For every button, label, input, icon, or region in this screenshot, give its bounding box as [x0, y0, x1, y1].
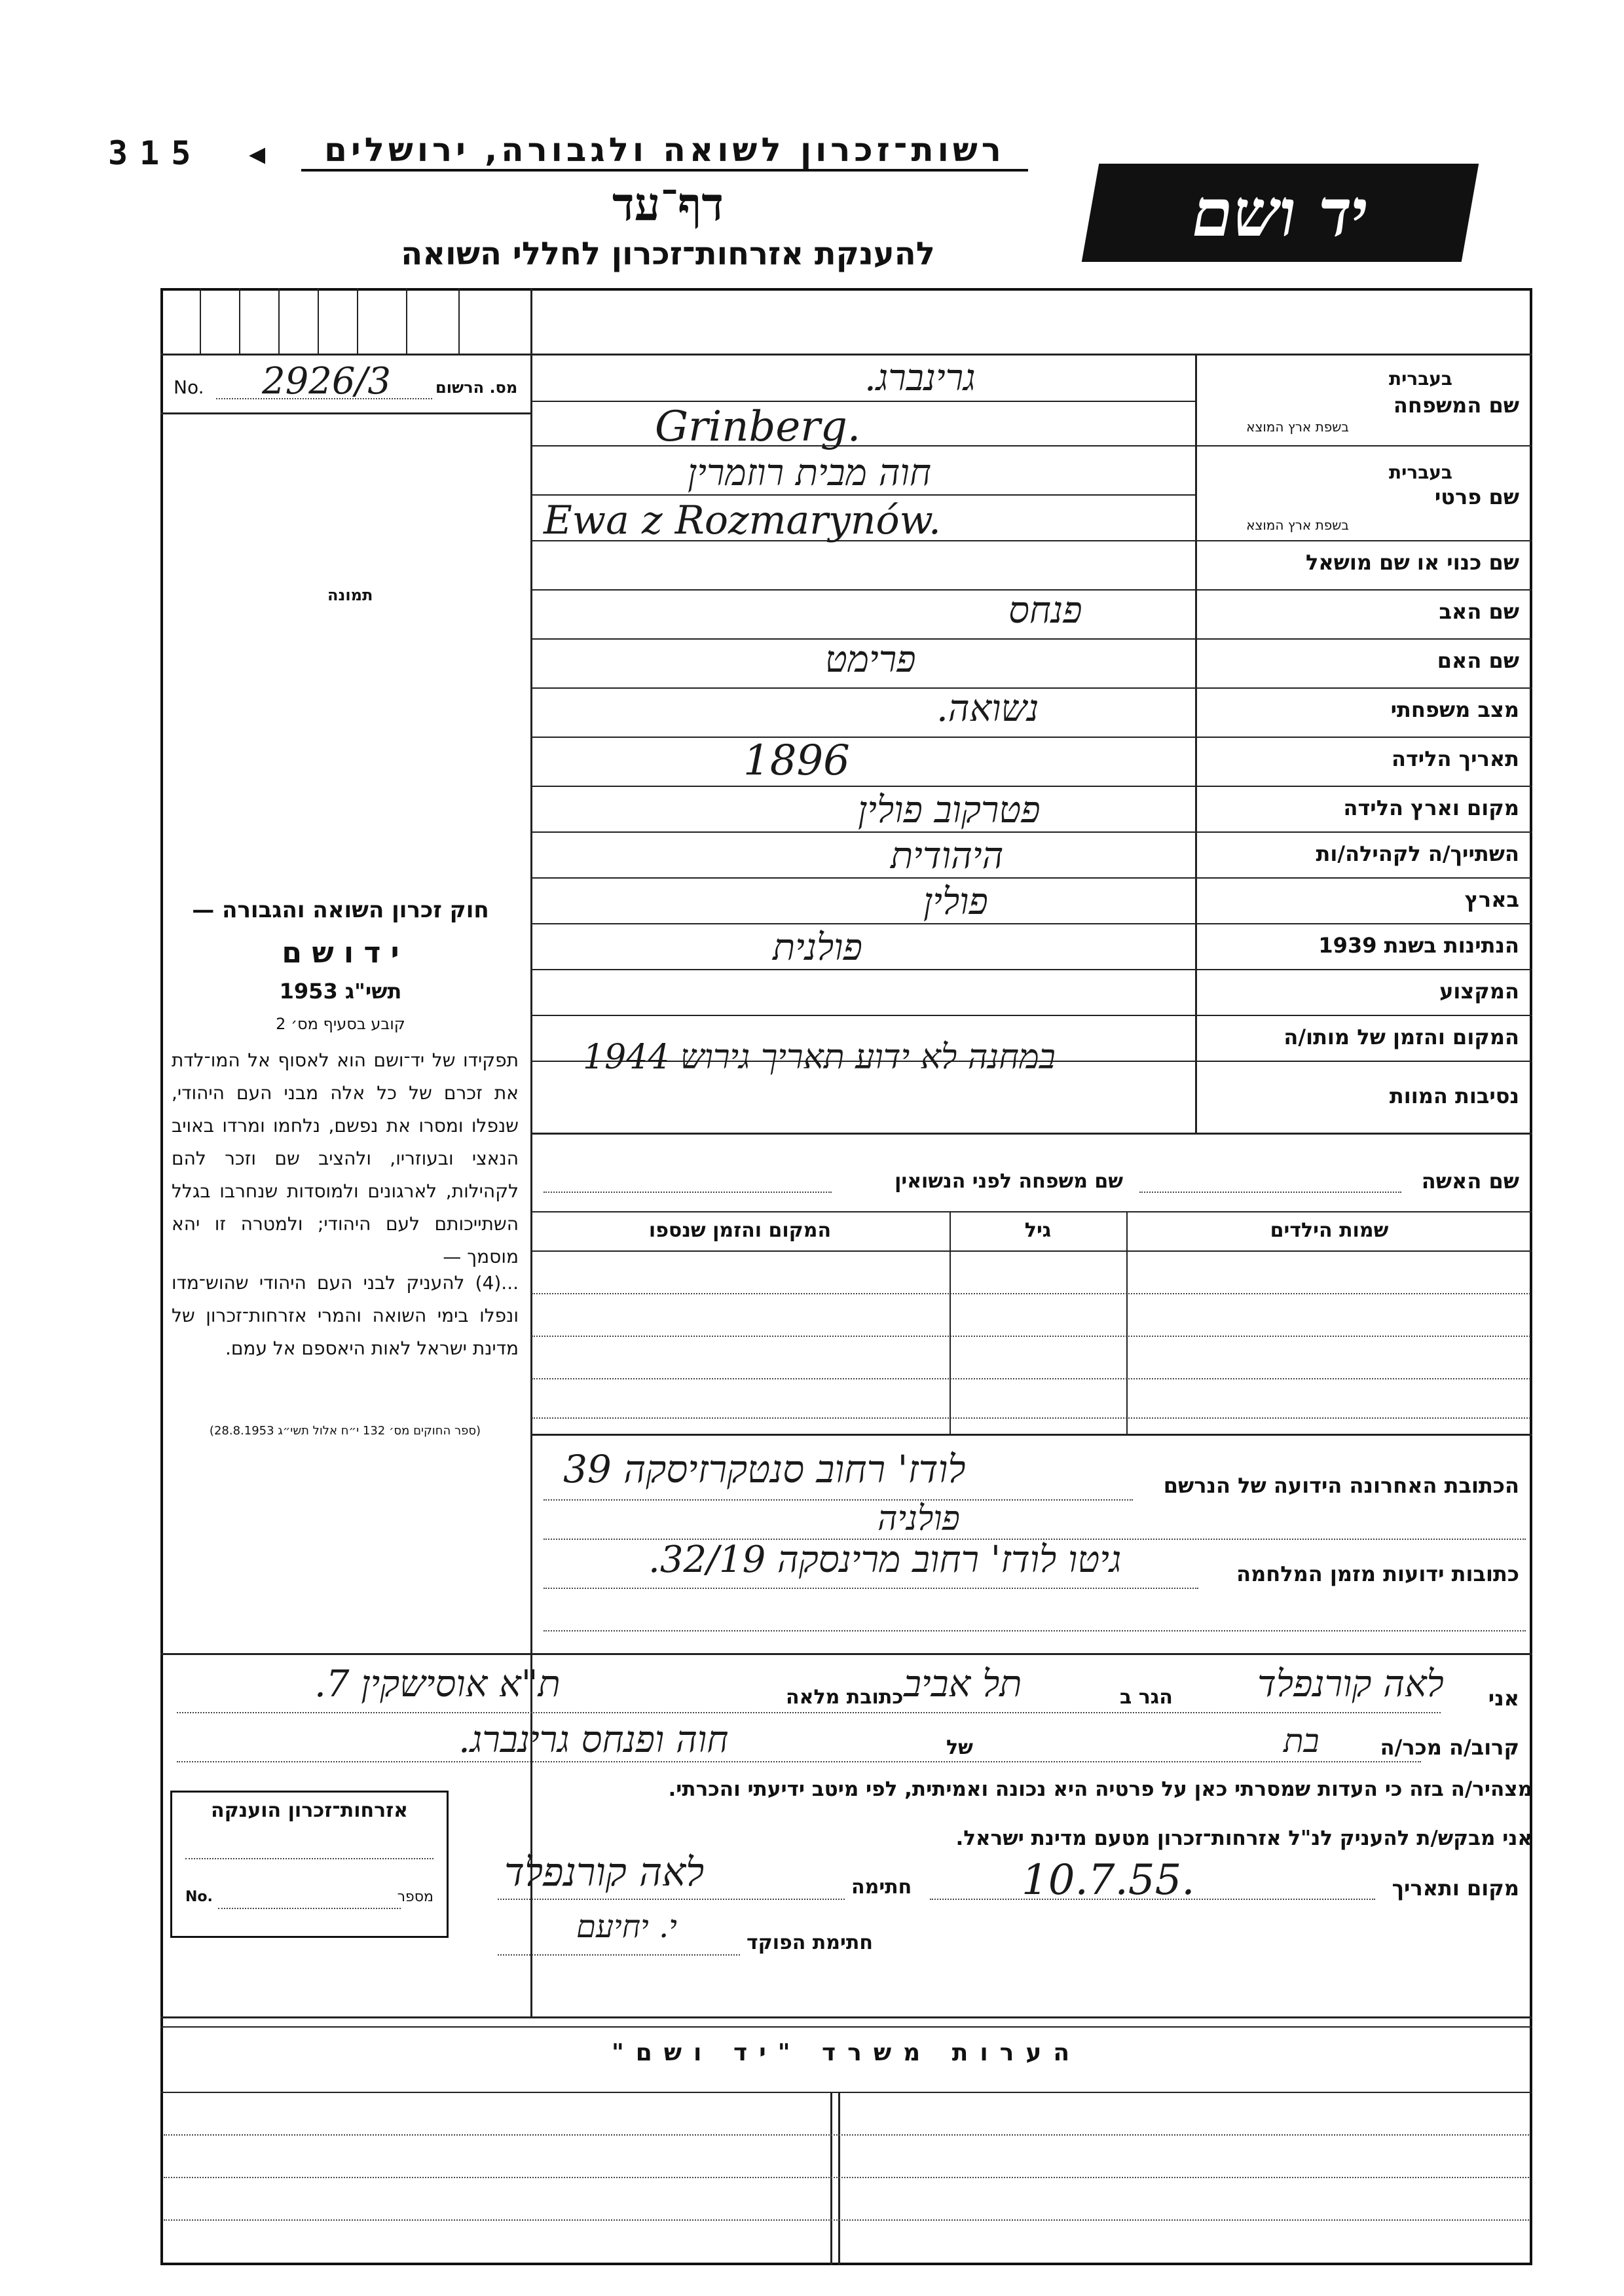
header-mark-icon: ◂ — [249, 134, 266, 172]
maiden-name-label: שם משפחה לפני הנשואין — [895, 1170, 1123, 1193]
war-address-label: כתובות ידועות מזמן המלחמה — [1236, 1561, 1519, 1586]
request-text: אני מבקש/ת להעניק לנ"ל אזרחות־זכרון מטעם מדינת ישראל. — [955, 1827, 1532, 1850]
declarant-i-label: אני — [1488, 1686, 1519, 1711]
declarant-city: תל אביב — [904, 1663, 1022, 1705]
form-subtitle: להענקת אזרחות־זכרון לחללי השואה — [401, 236, 935, 272]
children-names-header: שמות הילדים — [1270, 1219, 1389, 1242]
birth-place-value: פטרקוב פולין — [858, 789, 1041, 831]
nickname-label: שם כנוי או שם מושאל — [1305, 550, 1519, 575]
first-origin-label: בשפת ארץ המוצא — [1246, 517, 1349, 533]
authority-title: רשות־זכרון לשואה ולגבורה, ירושלים — [301, 131, 1028, 172]
law-name: י ד ו ש ם — [282, 936, 399, 970]
citizenship-value: פולנית — [773, 926, 862, 969]
of-name-value: חוה ופנחס גרינברג. — [458, 1719, 729, 1761]
signature-label: חתימה — [851, 1876, 912, 1899]
first-name-label: שם פרטי — [1434, 484, 1519, 509]
wife-name-label: שם האשה — [1421, 1169, 1519, 1194]
officer-signature-label: חתימת הפוקד — [747, 1931, 873, 1954]
father-value: פנחס — [1008, 589, 1082, 632]
citizenship-no-label: No. — [185, 1889, 213, 1905]
citizenship-granted-title: אזרחות־זכרון הוענקה — [210, 1799, 409, 1822]
declarant-address-label: כתובת מלאה — [786, 1686, 904, 1709]
first-name-hebrew-value: חוה מבית רוזמרין — [688, 452, 932, 494]
registration-no-label: No. — [174, 376, 204, 398]
family-hebrew-label: בעברית — [1388, 368, 1452, 390]
registration-number: 2926/3 — [262, 360, 392, 403]
last-address-value-2: פולניה — [877, 1499, 960, 1539]
death-value: במחנה לא ידוע תאריך גירוש 1944 — [583, 1038, 1056, 1077]
mother-label: שם האם — [1437, 648, 1519, 673]
declarant-resides-label: הגר ב — [1120, 1686, 1173, 1709]
marital-label: מצב משפחתי — [1390, 697, 1519, 722]
law-paragraph-1: תפקידו של יד־ושם הוא לאסוף אל המו־לדת את זכרם של כל אלה מבני העם היהודי, שנפלו ומסרו את נפשם, נלחמו ומרדו באויב הנאצי ובעוזריו, ולהציב שם וזכר להם לקהילות, לארגונים ולמוסדות שנחרבו בגלל השתייכותם לעם היהודי; ולמטרה זו יהא מוסמך — — [172, 1049, 519, 1267]
law-title: חוק זכרון השואה והגבורה — — [192, 897, 489, 923]
form-title: דף־עד — [612, 177, 724, 231]
citizenship-granted-box — [170, 1791, 449, 1938]
last-address-value: לודז' רחוב סנטקרזיסקה 39 — [563, 1447, 966, 1491]
birth-date-value: 1896 — [743, 737, 850, 785]
of-label: של — [946, 1736, 973, 1759]
declarant-signature: לאה קורנפלד — [504, 1850, 705, 1895]
office-notes-title: הערות משרד "יד ושם" — [611, 2039, 1082, 2066]
citizenship-label: הנתינות בשנת 1939 — [1318, 933, 1519, 958]
declarant-name: לאה קורנפלד — [1257, 1663, 1444, 1705]
first-hebrew-label: בעברית — [1388, 462, 1452, 483]
country-value: פולין — [923, 881, 988, 923]
declarant-address: ת"א אוסישקין 7. — [314, 1663, 561, 1705]
declaration-text: מצהיר/ה בזה כי העדות שמסרתי כאן על פרטיה היא נכונה ואמיתית, לפי מיטב ידיעתי והכרתי. — [668, 1777, 1532, 1801]
last-address-label: הכתובת האחרונה הידועה של הנרשם — [1163, 1473, 1519, 1498]
children-age-header: גיל — [1024, 1219, 1052, 1242]
relative-label: קרוב/ה מכר/ה — [1380, 1735, 1519, 1760]
citizenship-number-label: מספר — [397, 1889, 434, 1905]
first-name-origin-value: Ewa z Rozmarynów. — [544, 498, 941, 543]
law-source: (ספר החוקים מס׳ 132 י״ח אלול תשי״ג 28.8.1953) — [209, 1424, 481, 1438]
place-date-label: מקום ותאריך — [1392, 1876, 1519, 1901]
war-address-value: גיטו לודז' רחוב מרינסקה 32/19. — [648, 1539, 1122, 1581]
officer-signature: י. יחיעם — [576, 1908, 677, 1945]
family-name-origin-value: Grinberg. — [655, 403, 861, 451]
birth-place-label: מקום וארץ הלידה — [1343, 795, 1519, 820]
family-origin-label: בשפת ארץ המוצא — [1246, 419, 1349, 435]
community-label: השתייך/ה לקהילה/ות — [1316, 841, 1519, 866]
death-label: המקום והזמן של מותו/ה — [1283, 1025, 1519, 1049]
law-paragraph-2: ...(4) להעניק לבני העם היהודי שהוש־מדו ונפלו בימי השואה והמרי אזרחות־זכרון של מדינת ישראל לאות היאספם אל עמם. — [172, 1272, 519, 1359]
law-clause: קובע בסעיף מס׳ 2 — [276, 1015, 405, 1033]
date-value: 10.7.55. — [1022, 1856, 1195, 1904]
marital-value: נשואה. — [936, 687, 1039, 730]
children-place-header: המקום והזמן שנספו — [648, 1219, 832, 1242]
birth-date-label: תאריך הלידה — [1391, 746, 1519, 771]
law-year: תשי"ג 1953 — [279, 979, 402, 1004]
death-circumstances-label: נסיבות המוות — [1389, 1084, 1519, 1108]
community-value: היהודית — [891, 835, 1004, 877]
country-label: בארץ — [1464, 887, 1519, 912]
father-label: שם האב — [1439, 599, 1519, 624]
profession-label: המקצוע — [1439, 979, 1519, 1004]
registration-heb-label: מס. הרשום — [435, 378, 518, 397]
family-name-hebrew-value: גרינברג. — [864, 357, 976, 399]
family-name-label: שם המשפחה — [1393, 393, 1519, 418]
relation-value: בת — [1283, 1722, 1320, 1760]
photo-label: תמונה — [327, 586, 373, 604]
mother-value: פרימט — [825, 638, 916, 681]
page-number: 315 — [108, 134, 203, 172]
yad-vashem-logo — [1082, 164, 1479, 262]
logo-text: יד ושם — [1185, 174, 1375, 251]
